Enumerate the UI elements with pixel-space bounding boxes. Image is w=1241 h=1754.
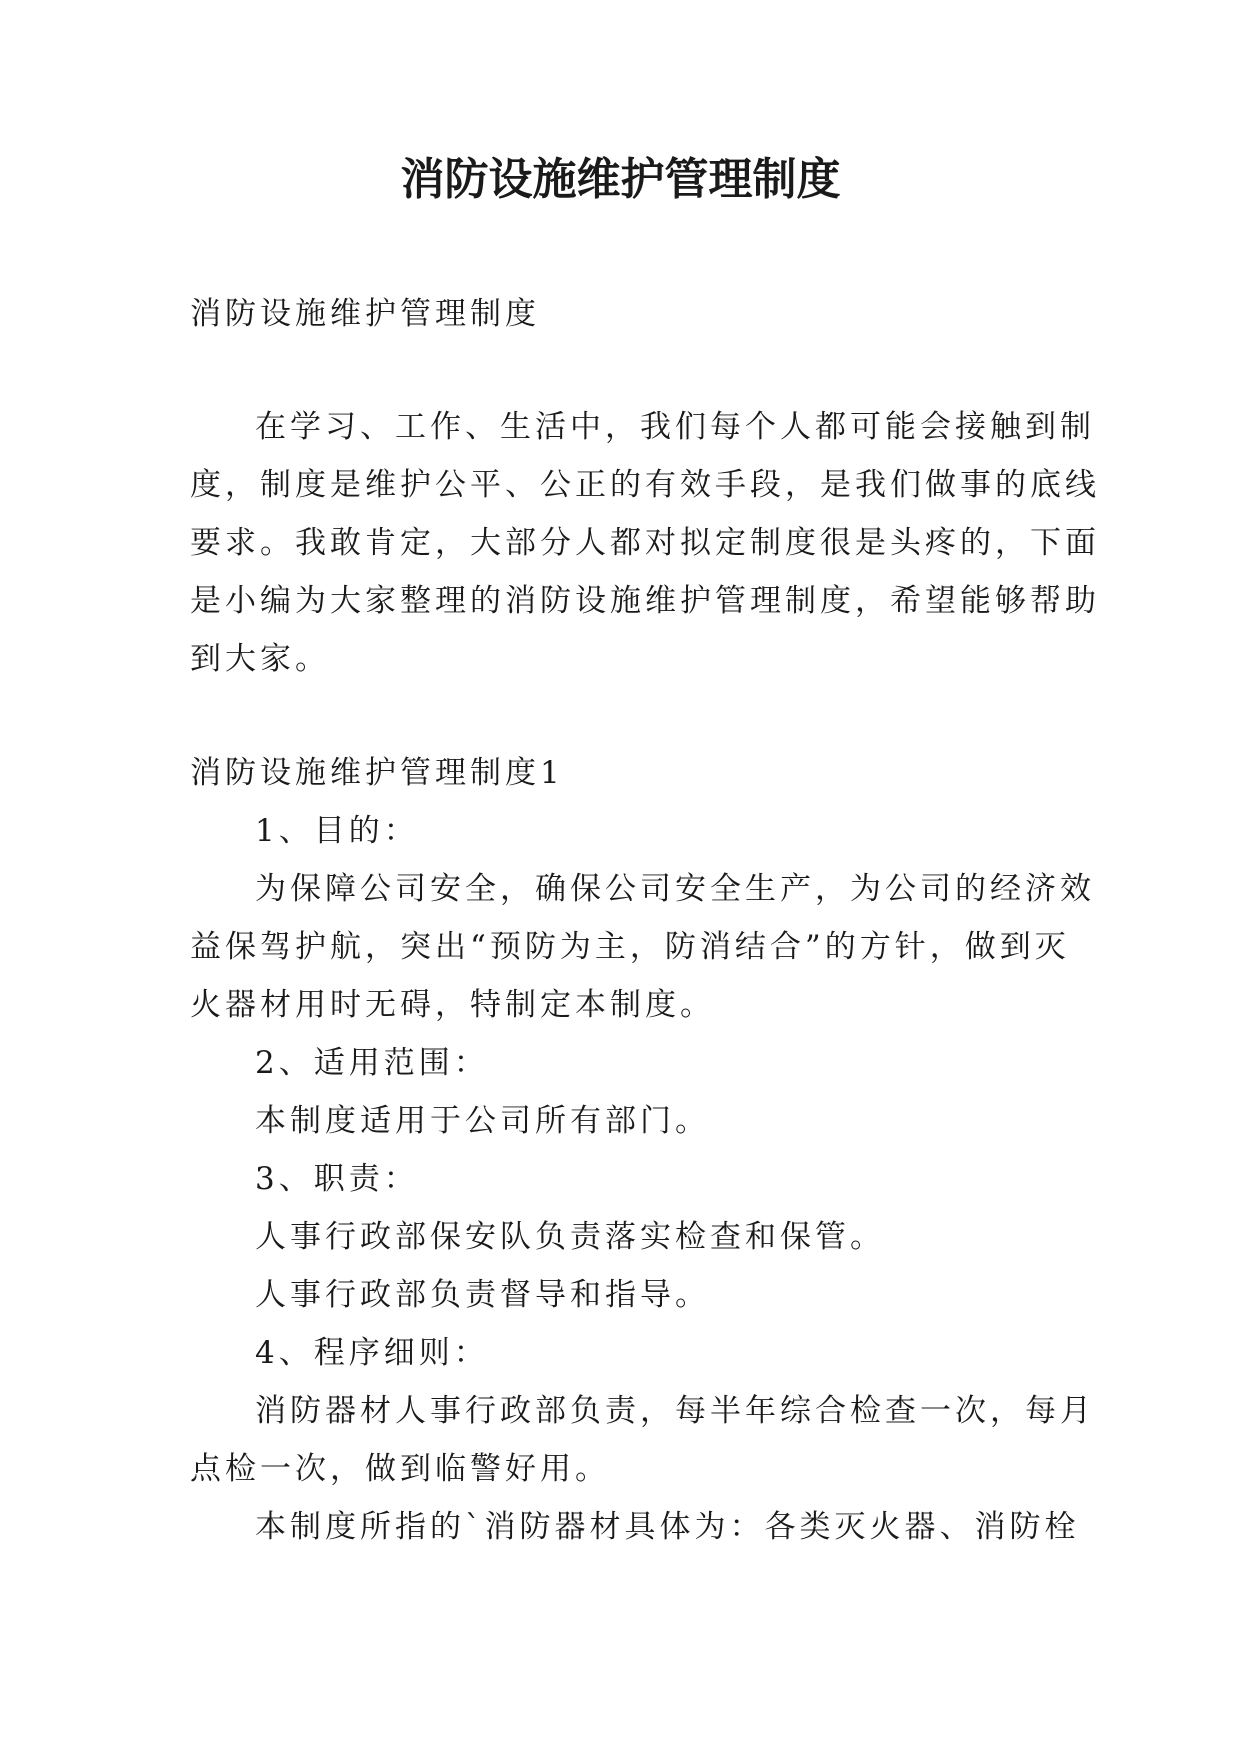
body-line-9: 人事行政部负责督导和指导。 xyxy=(255,1277,710,1313)
body-line-1: 1、目的： xyxy=(255,813,419,849)
body-line-3: 益保驾护航，突出“预防为主，防消结合”的方针，做到灭 xyxy=(190,929,1070,965)
body-line-12: 点检一次，做到临警好用。 xyxy=(190,1451,610,1487)
body-line-2: 为保障公司安全，确保公司安全生产，为公司的经济效 xyxy=(255,871,1095,907)
intro-line-4: 是小编为大家整理的消防设施维护管理制度，希望能够帮助 xyxy=(190,583,1100,619)
body-line-5: 2、适用范围： xyxy=(255,1045,489,1081)
intro-line-5: 到大家。 xyxy=(190,641,330,677)
body-line-11: 消防器材人事行政部负责，每半年综合检查一次，每月 xyxy=(255,1393,1095,1429)
document-title: 消防设施维护管理制度 xyxy=(400,154,841,205)
body-line-13: 本制度所指的`消防器材具体为：各类灭火器、消防栓 xyxy=(255,1509,1080,1545)
intro-line-2: 度，制度是维护公平、公正的有效手段，是我们做事的底线 xyxy=(190,467,1100,503)
section-heading: 消防设施维护管理制度1 xyxy=(190,755,564,791)
body-line-10: 4、程序细则： xyxy=(255,1335,489,1371)
intro-line-3: 要求。我敢肯定，大部分人都对拟定制度很是头疼的，下面 xyxy=(190,525,1100,561)
intro-line-1: 在学习、工作、生活中，我们每个人都可能会接触到制 xyxy=(255,409,1095,445)
body-line-7: 3、职责： xyxy=(255,1161,419,1197)
body-line-6: 本制度适用于公司所有部门。 xyxy=(255,1103,710,1139)
body-line-4: 火器材用时无碍，特制定本制度。 xyxy=(190,987,715,1023)
document-subtitle: 消防设施维护管理制度 xyxy=(190,296,540,332)
body-line-8: 人事行政部保安队负责落实检查和保管。 xyxy=(255,1219,885,1255)
